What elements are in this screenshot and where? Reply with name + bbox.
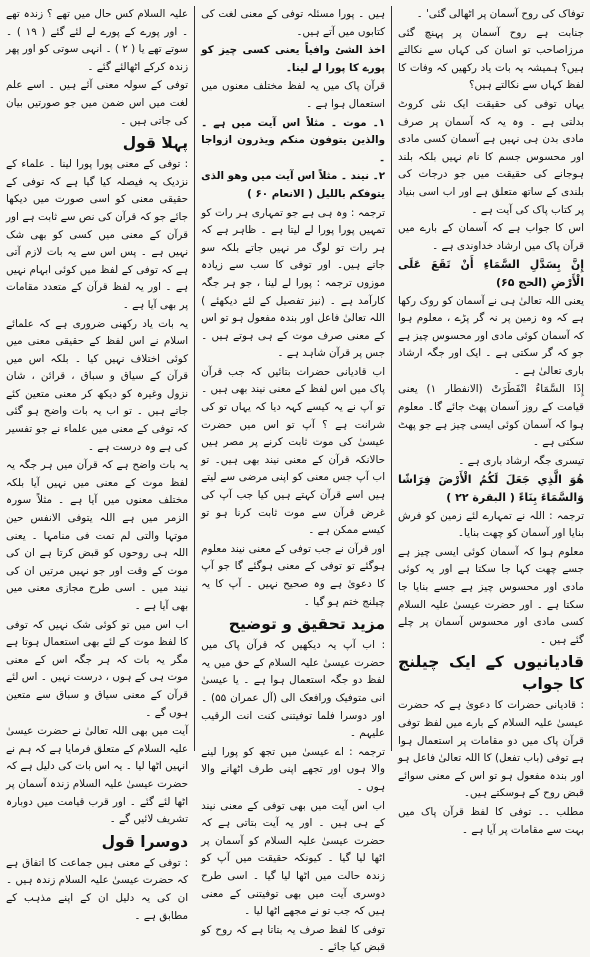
paragraph: اخذ الشئ وافیاً یعنی کسی چیز کو پورے کا پورا لے لینا۔ [201,44,386,74]
column-divider [391,6,392,751]
paragraph: توفاک کی روح آسمان پر اٹھالی گئی' ۔ [416,8,584,20]
paragraph: ۲۔ نیند ۔ مثلاً اس آیت میں وھو الذی یتوفکم باللیل ( الانعام ۶۰ ) [201,170,386,200]
paragraph: ہیں ۔ پورا مسئلہ توفی کے معنی لغت کی کتابوں میں آتے ہیں۔ [201,8,386,38]
paragraph: توفی کے سولہ معنی آئے ہیں ۔ اسے علم لغت میں اس ضمن میں جو صورتیں بیان کی جاتی ہیں ۔ [6,79,189,127]
paragraph: یعنی اللہ تعالیٰ ہی نے آسمان کو روک رکھا ہے کہ وہ زمین پر نہ گر پڑے ، معلوم ہوا کہ آسمان کوئی مادی اور محسوس چیز ہے جو کہ گر سکتی ہے ۔ ایک اور جگہ ارشاد باری تعالیٰ ہے ۔ [398,294,584,377]
paragraph: : توفی کے معنی پورا پورا لینا ۔ علماء کے نزدیک یہ فیصلہ کیا گیا ہے کہ توفی کے حقیقی معنی کو اسی صورت میں دیکھا جائے جو کہ قرآن کی نص سے ثابت ہے اور قرآن کے معنی میں کسی کو بھی شک نہیں ہے ۔ پس اس سے یہ بات لازم آتی ہے کہ توفی کے لفظ میں کوئی ابہام نہیں ہے ۔ اور یہ لفظ قرآن کے متعدد مقامات پر بھی آیا ہے ۔ [6,158,189,311]
column-divider [194,6,195,751]
section-heading: قادیانیوں کے ایک چیلنج کا جواب [398,653,584,694]
right-column [398,6,584,836]
paragraph: اس کا جواب ہے کہ آسمان کے بارے میں قرآن پاک میں ارشاد خداوندی ہے ۔ [398,222,584,252]
quranic-reference: هُوَ الَّذِي جَعَلَ لَكُمُ الْأَرْضَ فِرَاشًا وَالسَّمَاءَ بِنَاءً ( البقرة ۲۲ ) [398,473,584,505]
paragraph: : قادیانی حضرات کا دعویٰ ہے کہ حضرت عیسیٰ علیہ السلام کے بارے میں لفظ توفی قرآن پاک میں دو مقامات پر استعمال ہوا ہے توفی (باب تفعل) کا اللہ تعالیٰ فاعل ہو اور بندہ مفعول ہو تو اس کے معنی سوائے قبض روح کے ہوسکتے ہیں۔ [398,699,584,800]
paragraph: : اب آپ یہ دیکھیں کہ قرآن پاک میں حضرت عیسیٰ علیہ السلام کے حق میں یہ لفظ دو جگہ استعمال ہوا ہے ۔ یا عیسیٰ انی متوفیک ورافعک الی (آل عمران ۵۵) ۔ اور دوسرا فلما توفیتنی کنت انت الرقیب علیہم ۔ [201,639,386,740]
paragraph: یہ بات یاد رکھنی ضروری ہے کہ علمائے اسلام نے اس لفظ کے حقیقی معنی میں کوئی اختلاف نہیں کیا ۔ بلکہ اس میں قرآن کے سیاق و سباق ، قرائن ، شان نزول وغیرہ کو دیکھ کر معنی متعین کئے جاتے ہیں ۔ تو اب یہ بات واضح ہو گئی کہ توفی کے معنی میں علماء نے جو تفسیر کی ہے وہ درست ہے ۔ [6,317,189,453]
paragraph: ترجمہ : وہ ہی ہے جو تمہاری ہر رات کو تمہیں پورا پورا لے لیتا ہے ۔ ظاہر ہے کہ ہر رات تو لوگ مر نہیں جاتے بلکہ سو جاتے ہیں۔ اور توفی کا سب سے زیادہ موزوں ترجمہ : پورا لے لینا ، جو ہر جگہ کارآمد ہے ۔ (نیز تفصیل کے لئے دیکھئے ) اللہ تعالیٰ فاعل اور بندہ مفعول ہو تو اس کے معنی صرف موت کے ہی ہوتے ہیں ۔ جس پر قرآن شاہد ہے ۔ [201,206,386,360]
paragraph: : توفی کے معنی ہیں جماعت کا اتفاق ہے کہ حضرت عیسیٰ علیہ السلام زندہ ہیں ۔ ان کی یہ دلیل ان کے اپنے مذہب کے مطابق ہے ۔ [6,856,189,922]
section-heading: پہلا قول [122,134,189,153]
paragraph: جنابت ہے روح آسمان پر پہنچ گئی مرزاصاحب تو اسان کی کہاں سے نکالتے ہیں؟ ہمیشہ یہ بات یاد رکھیں کہ وفات کا لفظ کہاں سے نکالتے ہیں؟ [398,26,584,92]
paragraph: اب قادیانی حضرات بتائیں کہ جب قرآن پاک میں اس لفظ کے معنی نیند بھی ہیں ۔ تو آپ نے یہ کیسے کہہ دیا کہ یہاں تو کی شرانت ہے ؟ آپ تو اس میں حضرت عیسیٰ کی موت ثابت کرنے پر مصر ہیں حالانکہ قرآن کے معنی نیند بھی ہیں۔ تو اب آپ جس معنی کو اپنی مرضی سے لیتے ہیں اسے قرآن کہتے ہیں کیا جب آپ کی غرض قرآن سے موت ثابت کرنا ہو تو کیسے ممکن ہے ۔ [201,365,386,537]
middle-column [201,6,386,954]
paragraph: علیہ السلام کس حال میں تھے ؟ زندہ تھے ۔ اور پورے کے پورے لے لئے گئے ( ۱۹ ) ۔ سوتے تھے یا ( ۲ ) ۔ انہی سوتی کو اور پھر زندہ کرکے اٹھالئے گئے ۔ [6,8,189,73]
paragraph: معلوم ہوا کہ آسمان کوئی ایسی چیز ہے جسے چھت کہا جا سکتا ہے اور یہ کوئی مادی اور محسوس چیز ہے جسے بنایا جا سکتا ہے ۔ اور حضرت عیسیٰ علیہ السلام کسی مادی اور محسوس آسمان پر چلے گئے ہیں ۔ [398,545,584,646]
paragraph: قرآن پاک میں یہ لفظ مختلف معنوں میں استعمال ہوا ہے ۔ [201,80,386,110]
section-heading: دوسرا قول [101,832,189,851]
paragraph: مطلب ۔۔ توفی کا لفظ قرآن پاک میں بہت سے مقامات پر آیا ہے ۔ [398,805,584,836]
paragraph: ۱۔ موت ۔ مثلاً اس آیت میں ہے ۔ والذین یتوفون منکم ویذرون ازواجا ۔ [201,116,386,164]
paragraph: ترجمہ : اے عیسیٰ میں تجھ کو پورا لینے والا ہوں اور تجھے اپنی طرف اٹھانے والا ہوں ۔ [201,745,386,793]
paragraph: اب اس آیت میں بھی توفی کے معنی نیند کے ہی ہیں ۔ اور یہ آیت بتاتی ہے کہ حضرت عیسیٰ علیہ السلام کو آسمان پر اٹھا لیا گیا ۔ کیونکہ حقیقت میں آپ کو زندہ حالت میں اٹھا لیا گیا ۔ اسی طرح دوسری آیت میں بھی توفیتنی کے معنی ہیں کہ جب تو نے مجھے اٹھا لیا ۔ [201,799,386,918]
paragraph: ترجمہ : اللہ نے تمہارے لئے زمین کو فرش بنایا اور آسمان کو چھت بنایا۔ [398,509,584,540]
paragraph: یہاں توفی کی حقیقت ایک نئی کروٹ بدلتی ہے ۔ وہ یہ کہ آسمان پر صرف مادی بدن ہی نہیں ہے آسمان کسی مادی اور محسوس جسم کا نام نہیں بلکہ بلند ہوجانے کی حقیقت میں جو درجات کی بلندی کے ساتھ متعلق ہے اور اب اسی بنیاد پر کتاب پاک کی آیت ہے ۔ [398,97,584,216]
paragraph: إِذَا السَّمَاءُ انْفَطَرَتْ (الانفطار ۱) یعنی قیامت کے روز آسمان پھٹ جائے گا۔ معلوم ہوا کہ آسمان کوئی ایسی چیز ہے جو پھٹ سکتی ہے ۔ [398,383,584,449]
quranic-reference: إِنَّ بِسَدَّلِ السَّمَاءِ أَنْ تَقَعَ عَلَى الْأَرْضِ (الحج ۶۵) [398,258,584,289]
paragraph: اب اس میں تو کوئی شک نہیں کہ توفی کا لفظ موت کے لئے بھی استعمال ہوتا ہے مگر یہ بات کہ ہر جگہ اس کے معنی موت ہی کے ہوں ، درست نہیں ۔ اس لئے قرآن کے معنی سیاق و سباق سے متعین ہوں گے ۔ [6,618,189,719]
paragraph: آیت میں بھی اللہ تعالیٰ نے حضرت عیسیٰ علیہ السلام کے متعلق فرمایا ہے کہ ہم نے انہیں اٹھا لیا ۔ یہ اس بات کی دلیل ہے کہ حضرت عیسیٰ علیہ السلام زندہ آسمان پر اٹھا لئے گئے ۔ اور قرب قیامت میں دوبارہ تشریف لائیں گے ۔ [6,725,189,826]
paragraph: توفی کا لفظ صرف یہ بتاتا ہے کہ روح کو قبض کیا جائے ۔ [201,923,386,954]
section-heading: مزید تحقیق و توضیح [228,615,386,634]
paragraph: اور قرآن نے جب توفی کے معنی نیند معلوم ہوگئے تو توفی کے معنی ہوگئے گا جو آپ کا دعویٰ ہے وہ صحیح نہیں ۔ آپ کا یہ چیلنج ختم ہو گیا ۔ [201,542,386,608]
paragraph: تیسری جگہ ارشاد باری ہے ۔ [458,454,584,467]
left-column [6,6,189,922]
paragraph: یہ بات واضح ہے کہ قرآن میں ہر جگہ یہ لفظ موت کے معنی میں نہیں آیا بلکہ مختلف معنوں میں آیا ہے ۔ مثلاً سورہ الزمر میں ہے اللہ یتوفی الانفس حین موتہا والتی لم تمت فی منامہا ۔ یعنی اللہ ہی روحوں کو قبض کرتا ہے ان کی موت کے وقت اور جو نہیں مرتیں ان کی نیند میں ۔ اسی طرح مجازی معنی میں بھی آیا ہے ۔ [6,459,189,612]
